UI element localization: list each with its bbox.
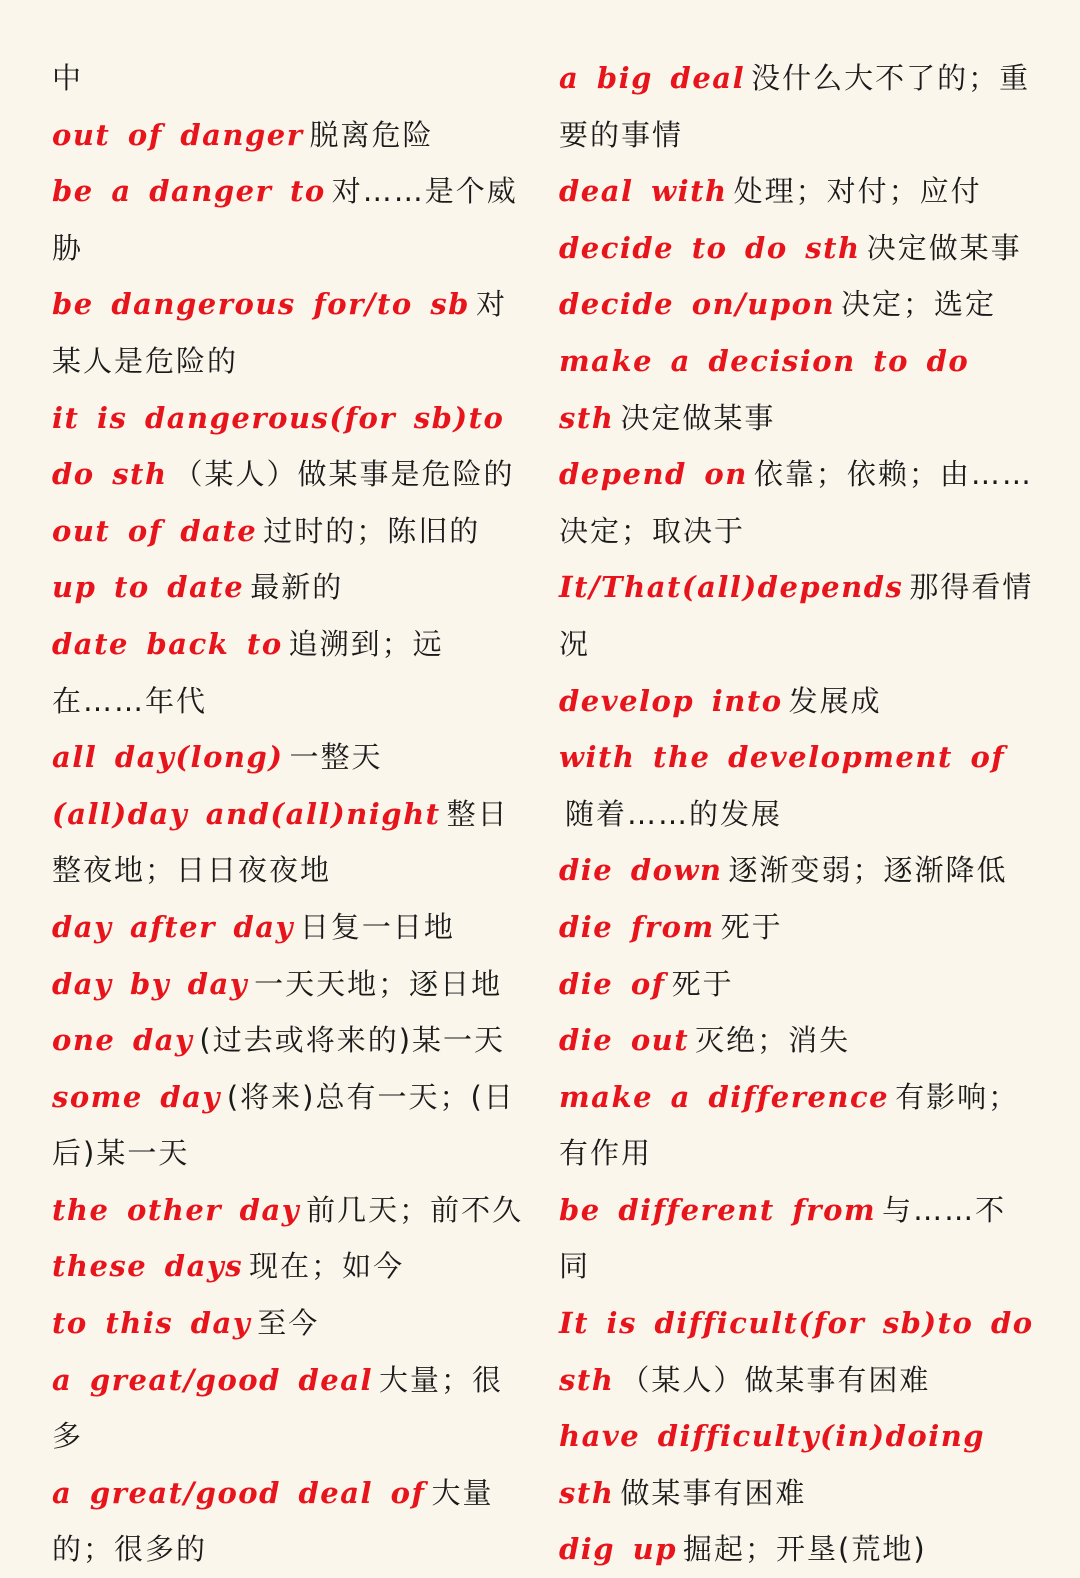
phrase-entry <box>559 1012 1037 1069</box>
phrase-entry <box>559 276 1037 333</box>
phrase-entry <box>52 1069 530 1182</box>
phrase-entry <box>559 673 1037 730</box>
phrase-english: make a difference <box>559 1079 890 1114</box>
phrase-chinese: 日复一日地 <box>299 909 455 944</box>
phrase-english: depend on <box>559 457 748 492</box>
phrase-chinese: 脱离危险 <box>309 117 434 152</box>
phrase-chinese: 一天天地；逐日地 <box>254 966 503 1001</box>
phrase-entry <box>52 163 530 276</box>
phrase-chinese: 没什么大不了的；重要的事情 <box>559 61 1031 152</box>
phrase-entry <box>559 956 1037 1013</box>
phrase-entry <box>52 390 530 503</box>
phrase-chinese: 过时的；陈旧的 <box>263 513 481 548</box>
phrase-english: die out <box>559 1023 690 1058</box>
phrase-english: a big deal <box>559 61 746 95</box>
phrase-entry <box>559 559 1037 672</box>
phrase-entry <box>559 1521 1037 1578</box>
phrase-english: die of <box>559 966 666 1001</box>
phrase-chinese: 灭绝；消失 <box>695 1023 851 1058</box>
phrase-entry <box>52 786 530 899</box>
phrase-chinese: 逐渐变弱；逐渐降低 <box>728 853 1008 888</box>
phrase-english: make a decision to do sth <box>559 343 970 435</box>
phrase-english: day after day <box>52 909 294 944</box>
phrase-entry <box>52 559 530 616</box>
phrase-english: It is difficult(for sb)to do sth <box>559 1306 1034 1397</box>
phrase-english: be dangerous for/to sb <box>52 287 470 322</box>
phrase-english: be different from <box>559 1192 877 1227</box>
phrase-chinese: 至今 <box>257 1306 320 1341</box>
phrase-entry <box>559 1295 1037 1408</box>
phrase-english: out of date <box>52 513 258 548</box>
phrase-entry <box>52 1295 530 1352</box>
phrase-english: be a danger to <box>52 174 326 209</box>
phrase-chinese: 最新的 <box>250 570 344 605</box>
phrase-entry <box>559 333 1037 446</box>
phrase-entry <box>52 899 530 956</box>
phrase-chinese: 掘起；开垦(荒地) <box>683 1532 927 1567</box>
phrase-english: it is dangerous(for sb)to do sth <box>52 400 505 492</box>
phrase-english: It/That(all)depends <box>559 570 904 605</box>
phrase-english: die from <box>559 909 715 944</box>
phrase-chinese: 依靠；依赖；由……决定；取决于 <box>559 457 1033 548</box>
phrase-chinese: 决定做某事 <box>866 230 1022 265</box>
phrase-entry <box>559 220 1037 277</box>
phrase-chinese: 对某人是危险的 <box>52 287 507 378</box>
phrase-english: a great/good deal of <box>52 1475 426 1510</box>
phrase-chinese: 与……不同 <box>559 1192 1007 1284</box>
phrase-english: these days <box>52 1249 244 1284</box>
phrase-chinese: 前几天；前不久 <box>306 1192 524 1227</box>
phrase-english: some day <box>52 1079 221 1114</box>
phrase-chinese: (将来)总有一天；(日后)某一天 <box>52 1079 515 1171</box>
phrase-entry <box>559 1069 1037 1182</box>
phrase-english: dig up <box>559 1532 678 1567</box>
phrase-entry <box>52 50 530 107</box>
phrase-entry <box>52 729 530 786</box>
phrase-entry <box>559 50 1037 163</box>
phrase-chinese: 对……是个威胁 <box>52 174 518 265</box>
phrase-english: with the development of <box>559 740 1006 775</box>
phrase-english: one day <box>52 1023 194 1058</box>
phrase-chinese: 大量的；很多的 <box>52 1475 494 1567</box>
phrase-english: a great/good deal <box>52 1362 374 1397</box>
phrase-english: develop into <box>559 683 783 718</box>
phrase-entry <box>559 899 1037 956</box>
phrase-entry <box>559 842 1037 899</box>
phrase-chinese: 决定；选定 <box>841 287 997 322</box>
phrase-chinese: 一整天 <box>289 740 383 775</box>
phrase-english: decide on/upon <box>559 287 836 322</box>
phrase-chinese: 中 <box>52 61 84 95</box>
phrase-chinese: 随着……的发展 <box>565 796 783 831</box>
phrase-chinese: （某人）做某事有困难 <box>620 1362 931 1397</box>
phrase-entry <box>52 616 530 729</box>
phrase-entry <box>52 107 530 164</box>
phrase-entry <box>52 1012 530 1069</box>
phrase-english: deal with <box>559 174 728 209</box>
phrase-chinese: 现在；如今 <box>249 1249 405 1284</box>
phrase-entry <box>559 1408 1037 1521</box>
phrase-entry <box>559 163 1037 220</box>
phrase-chinese: 做某事有困难 <box>620 1475 807 1510</box>
phrase-entry <box>559 446 1037 559</box>
phrase-entry <box>559 1182 1037 1295</box>
phrase-chinese: （某人）做某事是危险的 <box>173 457 515 492</box>
phrase-entry <box>52 1352 530 1465</box>
left-column <box>52 50 530 1578</box>
phrase-entry <box>52 956 530 1013</box>
phrase-english: date back to <box>52 626 283 661</box>
phrase-entry <box>52 1182 530 1239</box>
phrase-english: up to date <box>52 570 245 605</box>
phrase-chinese: 有影响；有作用 <box>559 1079 1020 1171</box>
phrase-chinese: 发展成 <box>788 683 882 718</box>
phrase-english: decide to do sth <box>559 230 861 265</box>
phrase-chinese: 追溯到；远在……年代 <box>52 626 444 718</box>
phrase-chinese: 死于 <box>671 966 734 1001</box>
phrase-english: day by day <box>52 966 249 1001</box>
phrase-chinese: 大量；很多 <box>52 1362 504 1454</box>
phrase-chinese: 死于 <box>720 909 783 944</box>
phrase-english: die down <box>559 853 723 888</box>
phrase-english: have difficulty(in)doing sth <box>559 1419 986 1510</box>
phrase-english: all day(long) <box>52 740 284 775</box>
phrase-english: to this day <box>52 1306 252 1341</box>
phrase-entry <box>52 503 530 560</box>
phrase-entry <box>559 729 1037 842</box>
phrase-chinese: 那得看情况 <box>559 570 1034 661</box>
phrase-chinese: 决定做某事 <box>620 400 776 435</box>
phrase-chinese: (过去或将来的)某一天 <box>199 1023 506 1058</box>
phrase-english: the other day <box>52 1192 301 1227</box>
phrase-chinese: 整日整夜地；日日夜夜地 <box>52 796 509 888</box>
phrase-chinese: 处理；对付；应付 <box>733 174 982 209</box>
right-column <box>559 50 1037 1578</box>
phrase-english: (all)day and(all)night <box>52 796 441 831</box>
phrase-entry <box>52 1238 530 1295</box>
phrase-english: out of danger <box>52 117 304 152</box>
phrase-entry <box>52 1465 530 1578</box>
phrase-entry <box>52 276 530 389</box>
